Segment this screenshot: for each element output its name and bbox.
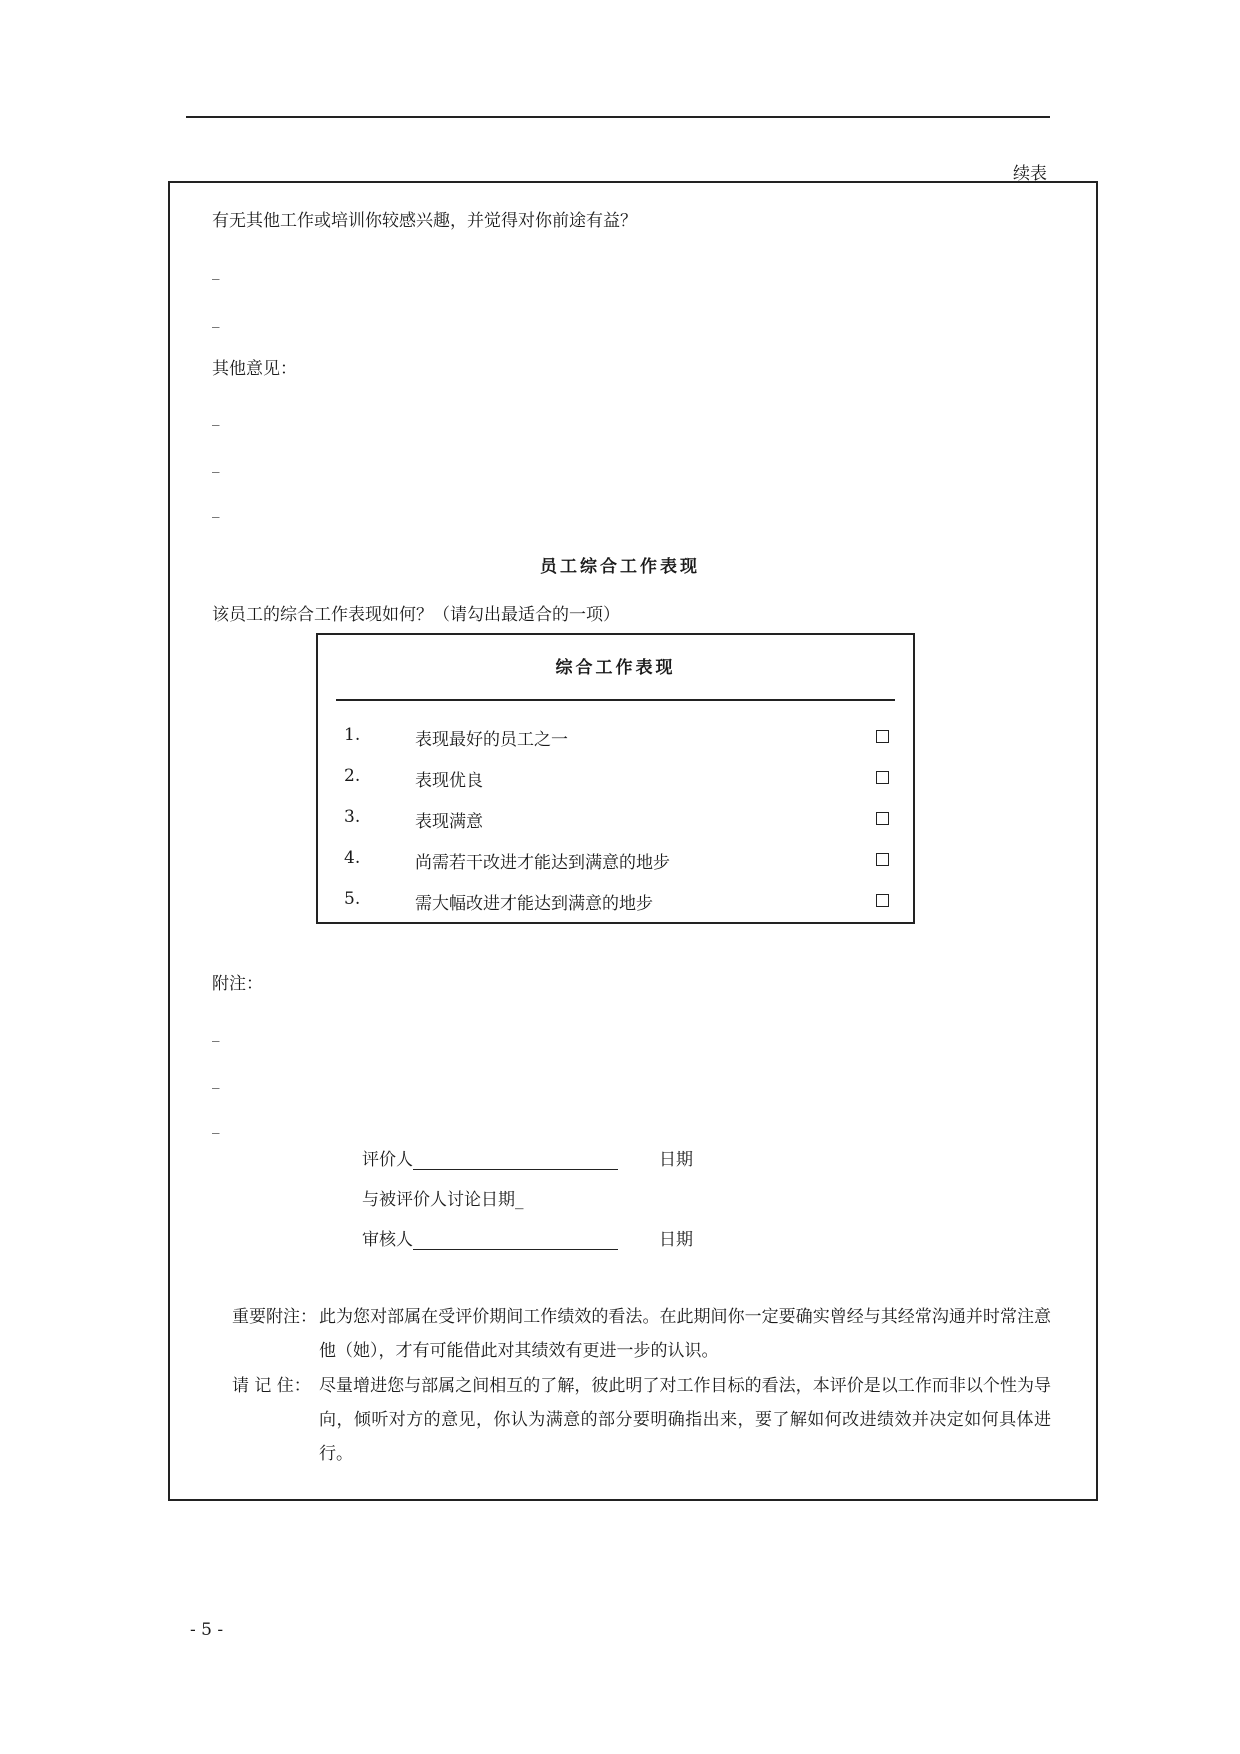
reviewer-label: 审核人 [362,1230,413,1250]
answer-line[interactable]: _ [212,262,220,280]
evaluator-signature-field[interactable] [413,1151,618,1170]
option-number: 1. [344,725,361,745]
option-label: 表现满意 [415,812,483,832]
discussion-date-label: 与被评价人讨论日期 [362,1190,515,1210]
remarks-label: 附注： [212,974,263,994]
option-number: 2. [344,766,361,786]
option-label: 尚需若干改进才能达到满意的地步 [415,853,670,873]
reviewer-date-label: 日期 [659,1230,693,1250]
option-number: 4. [344,848,361,868]
page-number: - 5 - [190,1620,224,1640]
option-checkbox[interactable] [876,771,889,784]
other-comments-label: 其他意见： [212,359,297,379]
comment-line[interactable]: _ [212,455,220,473]
header-rule [186,116,1050,118]
discussion-date-field[interactable]: _ [515,1190,524,1210]
option-checkbox[interactable] [876,894,889,907]
remember-note-text: 尽量增进您与部属之间相互的了解，彼此明了对工作目标的看法，本评价是以工作而非以个性为导向，倾听对方的意见，你认为满意的部分要明确指出来，要了解如何改进绩效并决定如何具体进行。 [319,1376,1051,1464]
remark-line[interactable]: _ [212,1024,220,1042]
remark-line[interactable]: _ [212,1116,220,1134]
option-checkbox[interactable] [876,853,889,866]
rating-table-title: 综合工作表现 [555,658,676,678]
continued-label: 续表 [1013,164,1047,184]
rating-table-rule [336,699,895,701]
remark-line[interactable]: _ [212,1071,220,1089]
option-number: 5. [344,889,361,909]
evaluator-label: 评价人 [362,1150,413,1170]
option-number: 3. [344,807,361,827]
discussion-date-row [362,1185,524,1210]
interest-question: 有无其他工作或培训你较感兴趣，并觉得对你前途有益？ [212,211,637,231]
important-note-label: 重要附注： [232,1307,317,1327]
option-label: 表现最好的员工之一 [415,730,568,750]
comment-line[interactable]: _ [212,500,220,518]
evaluator-row [362,1145,618,1170]
reviewer-row [362,1225,618,1250]
answer-line[interactable]: _ [212,310,220,328]
remember-note-label: 请 记 住： [232,1376,311,1396]
evaluator-date-label: 日期 [659,1150,693,1170]
important-note [232,1300,1052,1368]
reviewer-signature-field[interactable] [413,1231,618,1250]
option-checkbox[interactable] [876,812,889,825]
option-checkbox[interactable] [876,730,889,743]
remember-note [232,1369,1052,1471]
option-label: 表现优良 [415,771,483,791]
performance-rating-table [316,633,915,924]
overall-performance-prompt: 该员工的综合工作表现如何？（请勾出最适合的一项） [212,605,620,625]
option-label: 需大幅改进才能达到满意的地步 [415,894,653,914]
comment-line[interactable]: _ [212,408,220,426]
important-note-text: 此为您对部属在受评价期间工作绩效的看法。在此期间你一定要确实曾经与其经常沟通并时常注意他（她），才有可能借此对其绩效有更进一步的认识。 [319,1307,1051,1361]
overall-performance-heading: 员工综合工作表现 [540,557,700,577]
